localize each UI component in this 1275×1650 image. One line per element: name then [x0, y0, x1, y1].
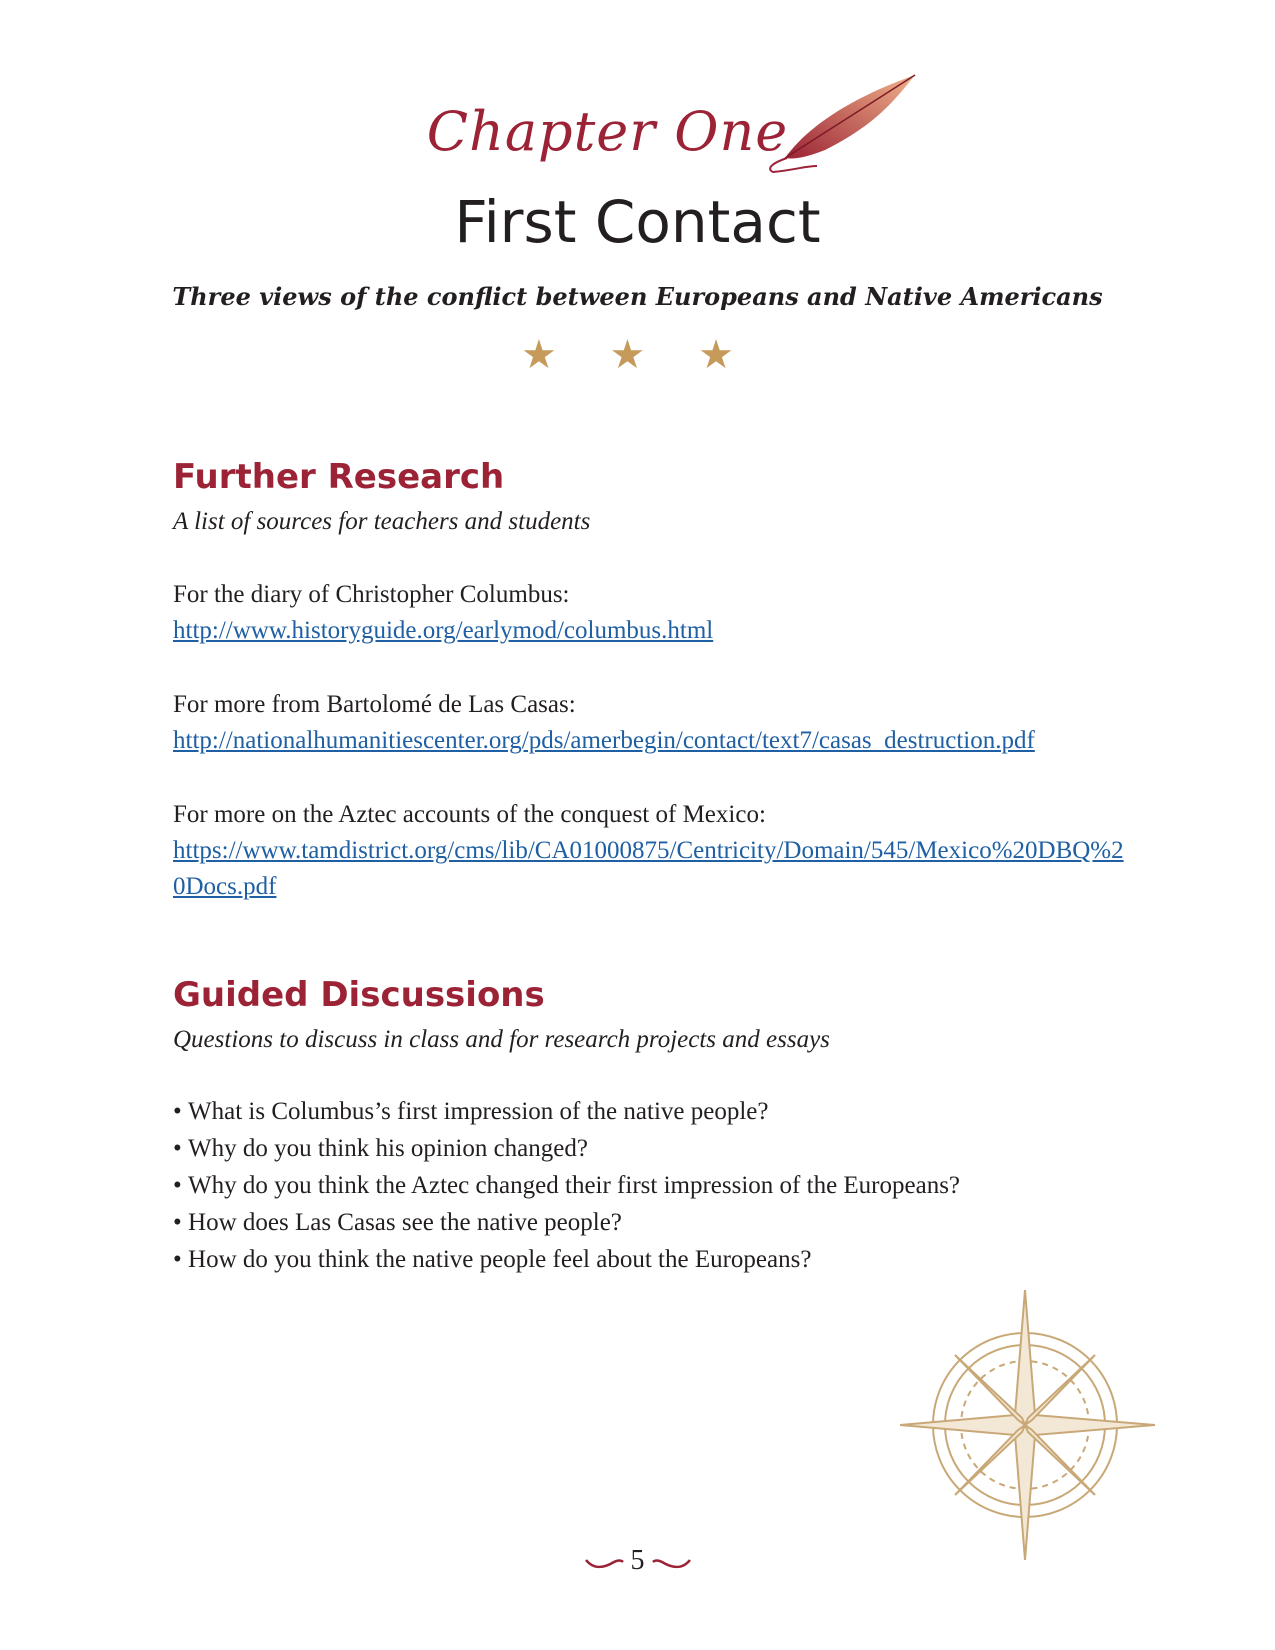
further-research-subtitle: A list of sources for teachers and students [173, 508, 591, 535]
list-item: • Why do you think the Aztec changed their first impression of the Europeans? [173, 1167, 1133, 1204]
source-label: For the diary of Christopher Columbus: [173, 581, 570, 608]
guided-discussions-title: Guided Discussions [173, 975, 545, 1015]
source-link[interactable]: https://www.tamdistrict.org/cms/lib/CA01000875/Centricity/Domain/545/Mexico%20DBQ%20Docs.pdf [173, 837, 1124, 900]
source-label: For more from Bartolomé de Las Casas: [173, 691, 576, 718]
chapter-label-row [0, 100, 1275, 163]
question-list [173, 1093, 1133, 1278]
page-number: 5 [630, 1545, 645, 1576]
source-link[interactable]: http://nationalhumanitiescenter.org/pds/amerbegin/contact/text7/casas_destruction.pdf [173, 727, 1035, 754]
list-item: • How do you think the native people feel about the Europeans? [173, 1241, 1133, 1278]
quill-icon [765, 70, 925, 180]
guided-discussions-subtitle: Questions to discuss in class and for research projects and essays [173, 1026, 830, 1053]
list-item: • Why do you think his opinion changed? [173, 1130, 1133, 1167]
list-item: • How does Las Casas see the native people? [173, 1204, 1133, 1241]
swash-left-icon [584, 1556, 624, 1570]
further-research-title: Further Research [173, 457, 505, 497]
swash-right-icon [652, 1556, 692, 1570]
source-item [173, 577, 1133, 649]
main-content [173, 455, 1133, 1278]
source-item [173, 797, 1133, 905]
page-footer [0, 1545, 1275, 1577]
list-item: • What is Columbus’s first impression of the native people? [173, 1093, 1133, 1130]
source-link[interactable]: http://www.historyguide.org/earlymod/columbus.html [173, 617, 714, 644]
chapter-label: Chapter One [426, 100, 789, 163]
guided-discussions-section [173, 973, 1133, 1278]
page-subtitle: Three views of the conflict between Europeans and Native Americans [172, 282, 1103, 311]
source-item [173, 687, 1133, 759]
chapter-header [0, 70, 1275, 390]
further-research-section [173, 455, 1133, 905]
source-label: For more on the Aztec accounts of the conquest of Mexico: [173, 801, 766, 828]
compass-rose-icon [900, 1290, 1170, 1560]
star-divider: ★ ★ ★ [520, 332, 754, 378]
page-title: First Contact [454, 188, 821, 256]
